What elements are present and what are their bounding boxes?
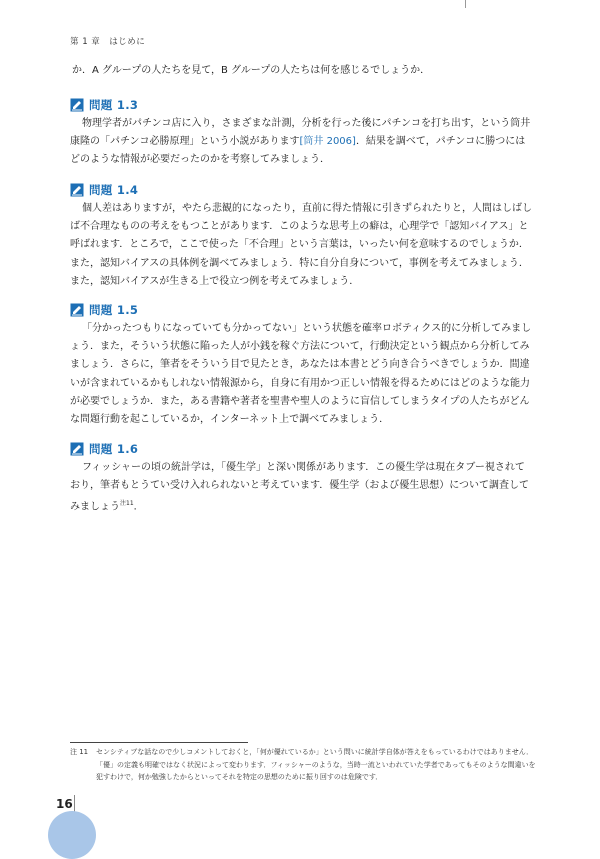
- pencil-note-icon: [70, 98, 84, 112]
- problem-text: フィッシャーの頃の統計学は，「優生学」と深い関係があります．この優生学は現在タブー視されており，筆者もとうてい受け入れられないと考えています．優生学（および優生思想）について調査してみましょう$^{注11}$．: [70, 462, 529, 513]
- problem-title: 問題 1.6: [89, 442, 139, 456]
- pencil-note-icon: [70, 303, 84, 317]
- running-header: 第 1 章 はじめに: [70, 37, 146, 47]
- page-number: 16: [56, 797, 73, 811]
- problem-1-4: [70, 181, 532, 291]
- page-corner-circle: [48, 811, 96, 859]
- problem-title: 問題 1.4: [89, 183, 139, 197]
- footnote-label: 注 11: [70, 748, 89, 756]
- problem-text: 物理学者がパチンコ店に入り，さまざまな計測，分析を行った後にパチンコを打ち出す，という筒井康隆の「パチンコ必勝原理」という小説があります[筒井 2006]．結果を調べて，パチンコに勝つにはどのような情報が必要だったのかを考察してみましょう．: [70, 118, 531, 166]
- citation-link[interactable]: [筒井 2006]: [299, 136, 356, 148]
- footnote: [70, 746, 540, 784]
- header-rule: [465, 0, 466, 8]
- problem-1-5: [70, 301, 532, 429]
- problem-title: 問題 1.5: [89, 303, 139, 317]
- problem-1-3: [70, 96, 532, 170]
- footnote-rule: [70, 742, 248, 743]
- problem-1-6: [70, 440, 532, 517]
- problem-title: 問題 1.3: [89, 98, 139, 112]
- problem-text: 「分かったつもりになっていても分かってない」という状態を確率ロボティクス的に分析してみましょう．また，そういう状態に陥った人が小銭を稼ぐ方法について，行動決定という観点から分析してみましょう．さらに，筆者をそういう目で見たとき，あなたは本書とどう向き合うべきでしょうか．間違いが含まれているかもしれない情報源から，自身に有用かつ正しい情報を得るためにはどのような能力が必要でしょうか．また，ある書籍や著者を聖書や聖人のように盲信してしまうタイプの人たちがどんな問題行動を起こしているか，インターネット上で調べてみましょう．: [70, 323, 532, 426]
- pencil-note-icon: [70, 442, 84, 456]
- pencil-note-icon: [70, 183, 84, 197]
- lead-paragraph: か．A グループの人たちを見て，B グループの人たちは何を感じるでしょうか．: [72, 65, 431, 76]
- footnote-text: センシティブな話なので少しコメントしておくと，「何が優れているか」という問いに統計学自体が答えをもっているわけではありません．「優」の定義も明確ではなく状況によって変わります．フィッシャーのような，当時一流といわれていた学者であってもそのような間違いを犯すわけで，何か勉強したからといってそれを特定の思想のために振り回すのは危険です．: [96, 748, 536, 781]
- problem-text: 個人差はありますが，やたら悲観的になったり，直前に得た情報に引きずられたりと，人間はしばしば不合理なものの考えをもつことがあります．このような思考上の癖は，心理学で「認知バイアス」と呼ばれます．ところで，ここで使った「不合理」という言葉は，いったい何を意味するのでしょうか．また，認知バイアスの具体例を調べてみましょう．特に自分自身について，事例を考えてみましょう．また，認知バイアスが生きる上で役立つ例を考えてみましょう．: [70, 203, 532, 287]
- footnote-ref[interactable]: 注11: [120, 500, 134, 508]
